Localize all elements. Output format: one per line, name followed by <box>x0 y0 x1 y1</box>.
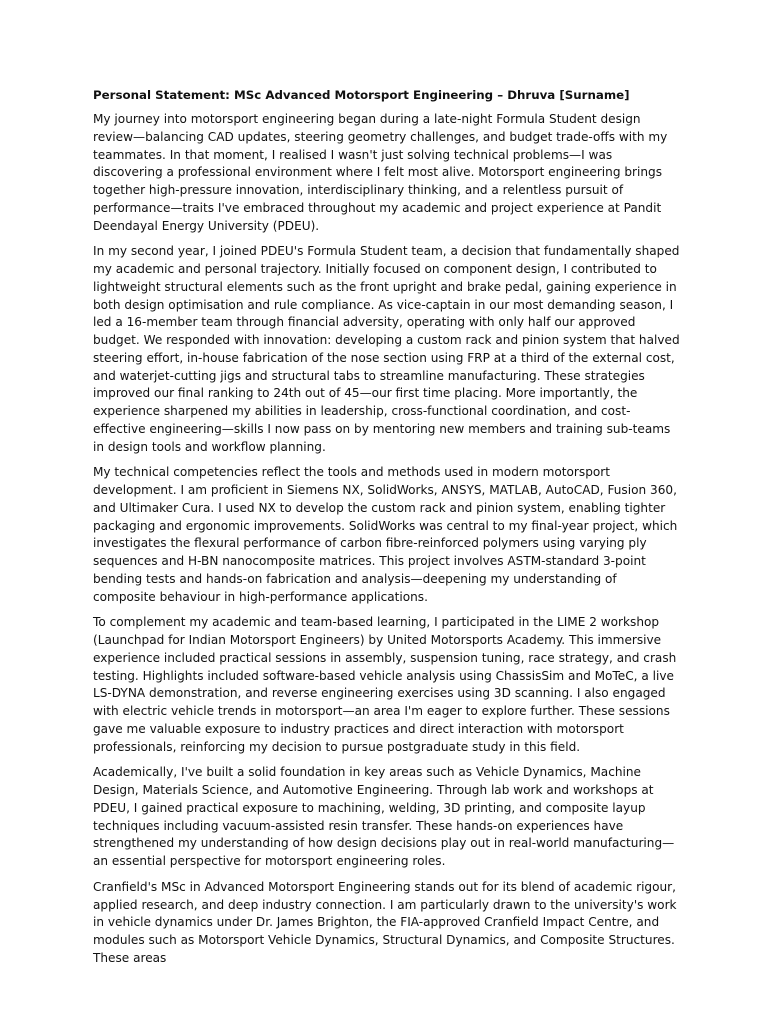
document-page <box>93 86 681 976</box>
paragraph-technical-skills: My technical competencies reflect the tools and methods used in modern motorsport development. I am proficient in Siemens NX, SolidWorks, ANSYS, MATLAB, AutoCAD, Fusion 360, and Ultimaker Cura. I used NX to develop the custom rack and pinion system, enabling tighter packaging and ergonomic improvements. SolidWorks was central to my final-year project, which investigates the flexural performance of carbon fibre-reinforced polymers using varying ply sequences and H-BN nanocomposite matrices. This project involves ASTM-standard 3-point bending tests and hands-on fabrication and analysis—deepening my understanding of composite behaviour in high-performance applications. <box>93 465 678 604</box>
paragraph-formula-student: In my second year, I joined PDEU's Formula Student team, a decision that fundamentally shaped my academic and personal trajectory. Initially focused on component design, I contributed to lightweight structural elements such as the front upright and brake pedal, gaining experience in both design optimisation and rule compliance. As vice-captain in our most demanding season, I led a 16-member team through financial adversity, operating with only half our approved budget. We responded with innovation: developing a custom rack and pinion system that halved steering effort, in-house fabrication of the nose section using FRP at a third of the external cost, and waterjet-cutting jigs and structural tabs to streamline manufacturing. These strategies improved our final ranking to 24th out of 45—our first time placing. More importantly, the experience sharpened my abilities in leadership, cross-functional coordination, and cost-effective engineering—skills I now pass on by mentoring new members and training sub-teams in design tools and workflow planning. <box>93 244 680 454</box>
paragraph-intro: My journey into motorsport engineering began during a late-night Formula Student design review—balancing CAD updates, steering geometry challenges, and budget trade-offs with my teammates. In that moment, I realised I wasn't just solving technical problems—I was discovering a professional environment where I felt most alive. Motorsport engineering brings together high-pressure innovation, interdisciplinary thinking, and a relentless pursuit of performance—traits I've embraced throughout my academic and project experience at Pandit Deendayal Energy University (PDEU). <box>93 112 668 233</box>
paragraph-cranfield: Cranfield's MSc in Advanced Motorsport Engineering stands out for its blend of academic rigour, applied research, and deep industry connection. I am particularly drawn to the university's work in vehicle dynamics under Dr. James Brighton, the FIA-approved Cranfield Impact Centre, and modules such as Motorsport Vehicle Dynamics, Structural Dynamics, and Composite Structures. These areas <box>93 879 677 965</box>
paragraph-academics: Academically, I've built a solid foundation in key areas such as Vehicle Dynamics, Machine Design, Materials Science, and Automotive Engineering. Through lab work and workshops at PDEU, I gained practical exposure to machining, welding, 3D printing, and composite layup techniques including vacuum-assisted resin transfer. These hands-on experiences have strengthened my understanding of how design decisions play out in real-world manufacturing—an essential perspective for motorsport engineering roles. <box>93 765 675 868</box>
document-title: Personal Statement: MSc Advanced Motorsport Engineering – Dhruva [Surname] <box>93 88 630 102</box>
paragraph-lime-workshop: To complement my academic and team-based learning, I participated in the LIME 2 workshop (Launchpad for Indian Motorsport Engineers) by United Motorsports Academy. This immersive experience included practical sessions in assembly, suspension tuning, race strategy, and crash testing. Highlights included software-based vehicle analysis using ChassisSim and MoTeC, a live LS-DYNA demonstration, and reverse engineering exercises using 3D scanning. I also engaged with electric vehicle trends in motorsport—an area I'm eager to explore further. These sessions gave me valuable exposure to industry practices and direct interaction with motorsport professionals, reinforcing my decision to pursue postgraduate study in this field. <box>93 615 677 754</box>
